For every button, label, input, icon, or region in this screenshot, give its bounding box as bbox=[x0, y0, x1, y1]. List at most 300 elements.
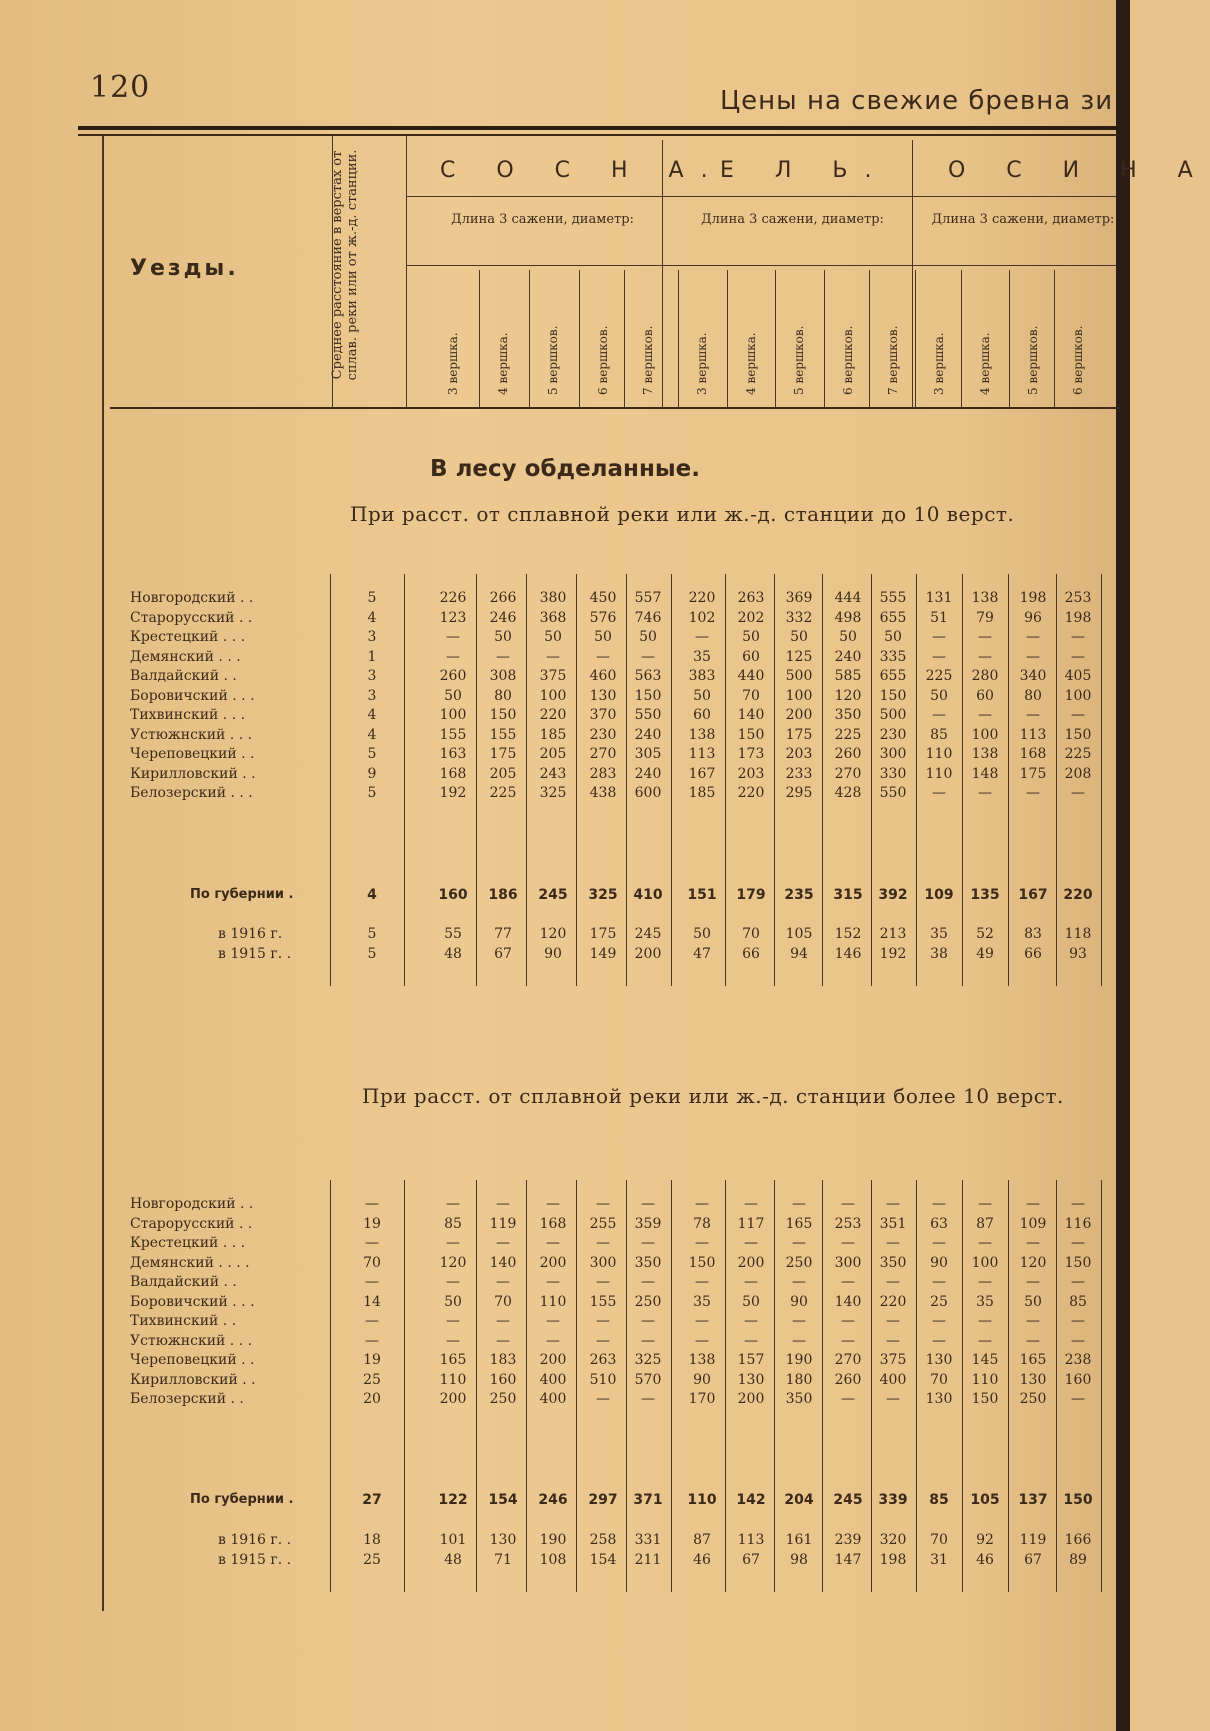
price-cell: 600 bbox=[634, 785, 662, 801]
price-cell: 102 bbox=[688, 609, 716, 626]
price-cell: 180 bbox=[785, 1371, 813, 1388]
distance-cell: — bbox=[365, 1235, 379, 1251]
distance-cell: 19 bbox=[363, 1215, 381, 1232]
price-cell: 50 bbox=[693, 926, 711, 942]
price-cell: — bbox=[596, 648, 610, 665]
distance-cell: 25 bbox=[363, 1371, 381, 1388]
subsection-title-near: При расст. от сплавной реки или ж.-д. станции до 10 верст. bbox=[350, 502, 1015, 526]
price-cell: — bbox=[1026, 1313, 1040, 1329]
price-cell: 260 bbox=[439, 668, 467, 684]
price-cell: 150 bbox=[688, 1254, 716, 1271]
diameter-header: 7 вершков. bbox=[886, 325, 900, 395]
price-cell: — bbox=[932, 1274, 946, 1290]
price-cell: — bbox=[1026, 707, 1040, 723]
column-rule bbox=[526, 574, 527, 986]
price-cell: 325 bbox=[634, 1352, 662, 1368]
distance-cell: — bbox=[365, 1274, 379, 1290]
price-cell: 266 bbox=[489, 590, 517, 606]
column-rule bbox=[576, 1180, 577, 1592]
distance-cell: 5 bbox=[367, 590, 377, 606]
price-cell: 110 bbox=[925, 765, 953, 782]
price-cell: 100 bbox=[1064, 687, 1092, 704]
header-divider bbox=[912, 140, 913, 408]
price-cell: 190 bbox=[785, 1352, 813, 1368]
price-cell: 150 bbox=[1064, 726, 1092, 743]
column-rule bbox=[576, 574, 577, 986]
price-cell: 109 bbox=[1019, 1215, 1047, 1232]
price-cell: 63 bbox=[930, 1215, 948, 1232]
price-cell: 50 bbox=[594, 629, 612, 645]
diameter-header: 6 вершков. bbox=[1071, 325, 1085, 395]
price-cell: — bbox=[978, 785, 992, 801]
price-cell: 77 bbox=[494, 926, 512, 942]
price-cell: 170 bbox=[688, 1391, 716, 1407]
price-cell: 320 bbox=[879, 1532, 907, 1548]
price-cell: 70 bbox=[742, 926, 760, 942]
price-cell: — bbox=[1026, 1332, 1040, 1349]
header-divider bbox=[775, 270, 776, 408]
price-cell: 85 bbox=[930, 726, 948, 743]
price-cell: 243 bbox=[539, 765, 567, 782]
price-cell: 87 bbox=[693, 1532, 711, 1548]
header-divider bbox=[406, 196, 1116, 197]
price-cell: 400 bbox=[539, 1371, 567, 1388]
district-name: Череповецкий . . bbox=[130, 1352, 255, 1368]
price-cell: 255 bbox=[589, 1215, 617, 1232]
price-cell: 200 bbox=[785, 707, 813, 723]
price-cell: 154 bbox=[488, 1492, 518, 1508]
price-cell: 220 bbox=[1063, 887, 1093, 903]
column-rule bbox=[526, 1180, 527, 1592]
price-cell: 52 bbox=[976, 926, 994, 942]
price-cell: 38 bbox=[930, 946, 948, 962]
price-cell: 96 bbox=[1024, 609, 1042, 626]
distance-cell: 20 bbox=[363, 1391, 381, 1407]
distance-cell: 4 bbox=[367, 726, 377, 743]
price-cell: — bbox=[1071, 1313, 1085, 1329]
price-cell: 149 bbox=[589, 946, 617, 962]
diameter-header: 5 вершков. bbox=[546, 325, 560, 395]
price-cell: 130 bbox=[589, 687, 617, 704]
price-cell: — bbox=[978, 1313, 992, 1329]
distance-cell: 3 bbox=[367, 687, 377, 704]
column-rule bbox=[774, 1180, 775, 1592]
price-cell: — bbox=[1071, 629, 1085, 645]
price-cell: 138 bbox=[688, 726, 716, 743]
price-cell: 117 bbox=[737, 1215, 765, 1232]
price-cell: 200 bbox=[539, 1254, 567, 1271]
price-cell: 85 bbox=[444, 1215, 462, 1232]
header-divider bbox=[1009, 270, 1010, 408]
price-cell: 400 bbox=[879, 1371, 907, 1388]
price-cell: 163 bbox=[439, 746, 467, 762]
district-name: Демянский . . . . bbox=[130, 1254, 250, 1271]
district-name: Новгородский . . bbox=[130, 590, 254, 606]
column-rule bbox=[671, 1180, 672, 1592]
distance-cell: — bbox=[365, 1332, 379, 1349]
price-cell: 226 bbox=[439, 590, 467, 606]
price-cell: 70 bbox=[930, 1532, 948, 1548]
price-cell: — bbox=[641, 1274, 655, 1290]
price-cell: 150 bbox=[489, 707, 517, 723]
price-cell: 440 bbox=[737, 668, 765, 684]
price-cell: 185 bbox=[688, 785, 716, 801]
price-cell: 225 bbox=[489, 785, 517, 801]
price-cell: 110 bbox=[687, 1492, 717, 1508]
price-cell: 110 bbox=[439, 1371, 467, 1388]
price-cell: 150 bbox=[971, 1391, 999, 1407]
price-cell: 235 bbox=[784, 887, 814, 903]
distance-column-header: Среднее расстояние в верстах от сплав. реки или от ж.-д. станции. bbox=[330, 149, 360, 381]
price-cell: 165 bbox=[439, 1352, 467, 1368]
price-cell: 35 bbox=[693, 648, 711, 665]
price-cell: 90 bbox=[693, 1371, 711, 1388]
price-cell: — bbox=[1071, 1332, 1085, 1349]
price-cell: 50 bbox=[742, 629, 760, 645]
price-cell: 50 bbox=[544, 629, 562, 645]
price-cell: — bbox=[744, 1274, 758, 1290]
price-cell: 331 bbox=[634, 1532, 662, 1548]
column-rule bbox=[1056, 574, 1057, 986]
column-rule bbox=[330, 1180, 331, 1592]
price-cell: — bbox=[596, 1313, 610, 1329]
price-cell: 166 bbox=[1064, 1532, 1092, 1548]
column-rule bbox=[1008, 574, 1009, 986]
district-column-header: Уезды. bbox=[130, 256, 239, 281]
price-cell: 140 bbox=[834, 1293, 862, 1310]
price-cell: 35 bbox=[930, 926, 948, 942]
price-cell: 655 bbox=[879, 668, 907, 684]
price-cell: 120 bbox=[834, 687, 862, 704]
price-cell: — bbox=[978, 1235, 992, 1251]
price-cell: 200 bbox=[439, 1391, 467, 1407]
price-cell: 258 bbox=[589, 1532, 617, 1548]
price-cell: 325 bbox=[588, 887, 618, 903]
price-cell: 498 bbox=[834, 609, 862, 626]
price-cell: 113 bbox=[1019, 726, 1047, 743]
price-cell: 233 bbox=[785, 765, 813, 782]
price-cell: 175 bbox=[1019, 765, 1047, 782]
price-cell: 245 bbox=[538, 887, 568, 903]
price-cell: 119 bbox=[489, 1215, 517, 1232]
price-cell: 410 bbox=[633, 887, 663, 903]
price-cell: 375 bbox=[879, 1352, 907, 1368]
district-name: Кирилловский . . bbox=[130, 1371, 256, 1388]
price-cell: 400 bbox=[539, 1391, 567, 1407]
price-cell: 220 bbox=[688, 590, 716, 606]
header-divider bbox=[579, 270, 580, 408]
price-cell: — bbox=[496, 648, 510, 665]
column-rule bbox=[962, 1180, 963, 1592]
price-cell: 48 bbox=[444, 946, 462, 962]
price-cell: 208 bbox=[1064, 765, 1092, 782]
price-cell: 80 bbox=[494, 687, 512, 704]
price-cell: 305 bbox=[634, 746, 662, 762]
price-cell: 120 bbox=[1019, 1254, 1047, 1271]
district-name: Старорусский . . bbox=[130, 1215, 253, 1232]
price-cell: — bbox=[641, 1391, 655, 1407]
price-cell: — bbox=[932, 629, 946, 645]
price-cell: — bbox=[446, 648, 460, 665]
price-cell: 350 bbox=[785, 1391, 813, 1407]
district-name: Старорусский . . bbox=[130, 609, 253, 626]
price-cell: 79 bbox=[976, 609, 994, 626]
column-rule bbox=[476, 574, 477, 986]
price-cell: 147 bbox=[834, 1552, 862, 1568]
price-cell: 550 bbox=[879, 785, 907, 801]
price-cell: 157 bbox=[737, 1352, 765, 1368]
price-cell: — bbox=[1071, 1196, 1085, 1212]
price-cell: 71 bbox=[494, 1552, 512, 1568]
column-rule bbox=[871, 1180, 872, 1592]
table-left-border bbox=[102, 136, 104, 1611]
distance-cell: 3 bbox=[367, 668, 377, 684]
district-name: Устюжнский . . . bbox=[130, 726, 253, 743]
price-cell: — bbox=[546, 1235, 560, 1251]
price-cell: — bbox=[641, 648, 655, 665]
price-cell: — bbox=[792, 1235, 806, 1251]
price-cell: — bbox=[792, 1313, 806, 1329]
price-cell: 148 bbox=[971, 765, 999, 782]
price-cell: — bbox=[1071, 1235, 1085, 1251]
column-rule bbox=[962, 574, 963, 986]
price-cell: 46 bbox=[693, 1552, 711, 1568]
price-cell: 150 bbox=[737, 726, 765, 743]
price-cell: 50 bbox=[839, 629, 857, 645]
price-cell: — bbox=[546, 648, 560, 665]
price-cell: 78 bbox=[693, 1215, 711, 1232]
price-cell: 230 bbox=[589, 726, 617, 743]
price-cell: 113 bbox=[737, 1532, 765, 1548]
price-cell: 202 bbox=[737, 609, 765, 626]
price-cell: 655 bbox=[879, 609, 907, 626]
price-cell: 230 bbox=[879, 726, 907, 743]
price-cell: 168 bbox=[1019, 746, 1047, 762]
price-cell: 130 bbox=[1019, 1371, 1047, 1388]
price-cell: 89 bbox=[1069, 1552, 1087, 1568]
price-cell: 87 bbox=[976, 1215, 994, 1232]
price-cell: 211 bbox=[634, 1552, 662, 1568]
price-cell: 198 bbox=[879, 1552, 907, 1568]
price-cell: 340 bbox=[1019, 668, 1047, 684]
price-cell: 460 bbox=[589, 668, 617, 684]
price-cell: — bbox=[1071, 707, 1085, 723]
price-cell: 138 bbox=[688, 1352, 716, 1368]
price-cell: 213 bbox=[879, 926, 907, 942]
price-cell: 122 bbox=[438, 1492, 468, 1508]
price-cell: 160 bbox=[1064, 1371, 1092, 1388]
price-cell: 113 bbox=[688, 746, 716, 762]
price-cell: — bbox=[695, 1313, 709, 1329]
header-divider bbox=[869, 270, 870, 408]
price-cell: — bbox=[841, 1196, 855, 1212]
price-cell: 444 bbox=[834, 590, 862, 606]
price-cell: 186 bbox=[488, 887, 518, 903]
price-cell: 138 bbox=[971, 590, 999, 606]
price-cell: 240 bbox=[634, 765, 662, 782]
price-cell: 60 bbox=[742, 648, 760, 665]
price-cell: — bbox=[886, 1391, 900, 1407]
column-rule bbox=[774, 574, 775, 986]
district-name: Валдайский . . bbox=[130, 1274, 237, 1290]
distance-cell: — bbox=[365, 1196, 379, 1212]
price-cell: 308 bbox=[489, 668, 517, 684]
price-cell: 50 bbox=[742, 1293, 760, 1310]
price-cell: 240 bbox=[634, 726, 662, 743]
price-cell: 175 bbox=[489, 746, 517, 762]
district-name: в 1916 г. . bbox=[218, 1532, 292, 1548]
price-cell: 50 bbox=[639, 629, 657, 645]
price-cell: — bbox=[446, 1332, 460, 1349]
price-cell: 60 bbox=[693, 707, 711, 723]
price-cell: 371 bbox=[633, 1492, 663, 1508]
price-cell: 60 bbox=[976, 687, 994, 704]
price-cell: 557 bbox=[634, 590, 662, 606]
price-cell: 200 bbox=[737, 1254, 765, 1271]
price-cell: 428 bbox=[834, 785, 862, 801]
price-cell: 238 bbox=[1064, 1352, 1092, 1368]
price-cell: 250 bbox=[1019, 1391, 1047, 1407]
price-cell: 350 bbox=[634, 1254, 662, 1271]
price-cell: 110 bbox=[925, 746, 953, 762]
price-cell: 570 bbox=[634, 1371, 662, 1388]
price-cell: — bbox=[978, 707, 992, 723]
price-cell: 438 bbox=[589, 785, 617, 801]
price-cell: — bbox=[496, 1235, 510, 1251]
price-cell: 200 bbox=[634, 946, 662, 962]
price-cell: 120 bbox=[439, 1254, 467, 1271]
price-cell: — bbox=[978, 1332, 992, 1349]
column-rule bbox=[725, 1180, 726, 1592]
price-cell: 35 bbox=[976, 1293, 994, 1310]
price-cell: 67 bbox=[1024, 1552, 1042, 1568]
price-cell: — bbox=[695, 1332, 709, 1349]
price-cell: — bbox=[1026, 629, 1040, 645]
length-label-aspen: Длина 3 сажени, диаметр: bbox=[931, 212, 1115, 227]
price-cell: — bbox=[932, 1235, 946, 1251]
header-divider bbox=[1054, 270, 1055, 408]
column-rule bbox=[822, 574, 823, 986]
price-cell: 295 bbox=[785, 785, 813, 801]
price-cell: — bbox=[596, 1235, 610, 1251]
price-cell: 80 bbox=[1024, 687, 1042, 704]
diameter-header: 4 вершка. bbox=[744, 332, 758, 395]
price-cell: 368 bbox=[539, 609, 567, 626]
district-name: Крестецкий . . . bbox=[130, 1235, 246, 1251]
district-name: в 1915 г. . bbox=[218, 946, 292, 962]
header-divider bbox=[479, 270, 480, 408]
price-cell: 270 bbox=[589, 746, 617, 762]
price-cell: — bbox=[546, 1274, 560, 1290]
price-cell: 375 bbox=[539, 668, 567, 684]
price-cell: 280 bbox=[971, 668, 999, 684]
price-cell: 167 bbox=[688, 765, 716, 782]
distance-cell: 14 bbox=[363, 1293, 381, 1310]
price-cell: 179 bbox=[736, 887, 766, 903]
price-cell: 50 bbox=[444, 1293, 462, 1310]
price-cell: 250 bbox=[634, 1293, 662, 1310]
distance-cell: 27 bbox=[362, 1492, 382, 1508]
price-cell: 154 bbox=[589, 1552, 617, 1568]
header-divider bbox=[915, 270, 916, 408]
price-cell: 746 bbox=[634, 609, 662, 626]
district-name: Тихвинский . . . bbox=[130, 707, 246, 723]
price-cell: 168 bbox=[539, 1215, 567, 1232]
price-cell: 105 bbox=[970, 1492, 1000, 1508]
price-cell: 450 bbox=[589, 590, 617, 606]
price-cell: 67 bbox=[494, 946, 512, 962]
price-cell: 263 bbox=[737, 590, 765, 606]
column-rule bbox=[1056, 1180, 1057, 1592]
price-cell: — bbox=[596, 1196, 610, 1212]
price-cell: — bbox=[496, 1313, 510, 1329]
price-cell: 260 bbox=[834, 746, 862, 762]
price-cell: 150 bbox=[1064, 1254, 1092, 1271]
column-rule bbox=[871, 574, 872, 986]
price-cell: 118 bbox=[1064, 926, 1092, 942]
header-divider bbox=[406, 265, 1116, 266]
column-rule bbox=[330, 574, 331, 986]
price-cell: 50 bbox=[884, 629, 902, 645]
price-cell: 183 bbox=[489, 1352, 517, 1368]
header-divider bbox=[624, 270, 625, 408]
price-cell: 203 bbox=[737, 765, 765, 782]
distance-cell: 25 bbox=[363, 1552, 381, 1568]
district-name: Белозерский . . . bbox=[130, 785, 253, 801]
header-divider bbox=[529, 270, 530, 408]
price-cell: 130 bbox=[489, 1532, 517, 1548]
price-cell: — bbox=[546, 1196, 560, 1212]
price-cell: 339 bbox=[878, 1492, 908, 1508]
price-cell: 110 bbox=[539, 1293, 567, 1310]
column-rule bbox=[916, 574, 917, 986]
price-cell: 270 bbox=[834, 765, 862, 782]
price-cell: — bbox=[978, 648, 992, 665]
price-cell: 200 bbox=[737, 1391, 765, 1407]
column-rule bbox=[1008, 1180, 1009, 1592]
price-cell: — bbox=[1071, 648, 1085, 665]
diameter-header: 3 вершка. bbox=[695, 332, 709, 395]
price-cell: 204 bbox=[784, 1492, 814, 1508]
price-cell: 283 bbox=[589, 765, 617, 782]
price-cell: 140 bbox=[489, 1254, 517, 1271]
column-rule bbox=[626, 1180, 627, 1592]
price-cell: 246 bbox=[489, 609, 517, 626]
price-cell: 315 bbox=[833, 887, 863, 903]
distance-cell: 9 bbox=[367, 765, 377, 782]
price-cell: 90 bbox=[790, 1293, 808, 1310]
price-cell: 359 bbox=[634, 1215, 662, 1232]
price-cell: 130 bbox=[925, 1391, 953, 1407]
price-cell: — bbox=[886, 1235, 900, 1251]
price-cell: 220 bbox=[539, 707, 567, 723]
price-cell: 150 bbox=[634, 687, 662, 704]
price-cell: 332 bbox=[785, 609, 813, 626]
price-cell: — bbox=[596, 1391, 610, 1407]
diameter-header: 4 вершка. bbox=[496, 332, 510, 395]
price-cell: — bbox=[641, 1332, 655, 1349]
price-cell: 83 bbox=[1024, 926, 1042, 942]
section-title: В лесу обделанные. bbox=[430, 456, 700, 482]
price-cell: 405 bbox=[1064, 668, 1092, 684]
price-cell: — bbox=[744, 1196, 758, 1212]
price-cell: 146 bbox=[834, 946, 862, 962]
price-cell: — bbox=[886, 1274, 900, 1290]
district-name: Демянский . . . bbox=[130, 648, 241, 665]
price-cell: 380 bbox=[539, 590, 567, 606]
distance-cell: 18 bbox=[363, 1532, 381, 1548]
price-cell: — bbox=[496, 1196, 510, 1212]
